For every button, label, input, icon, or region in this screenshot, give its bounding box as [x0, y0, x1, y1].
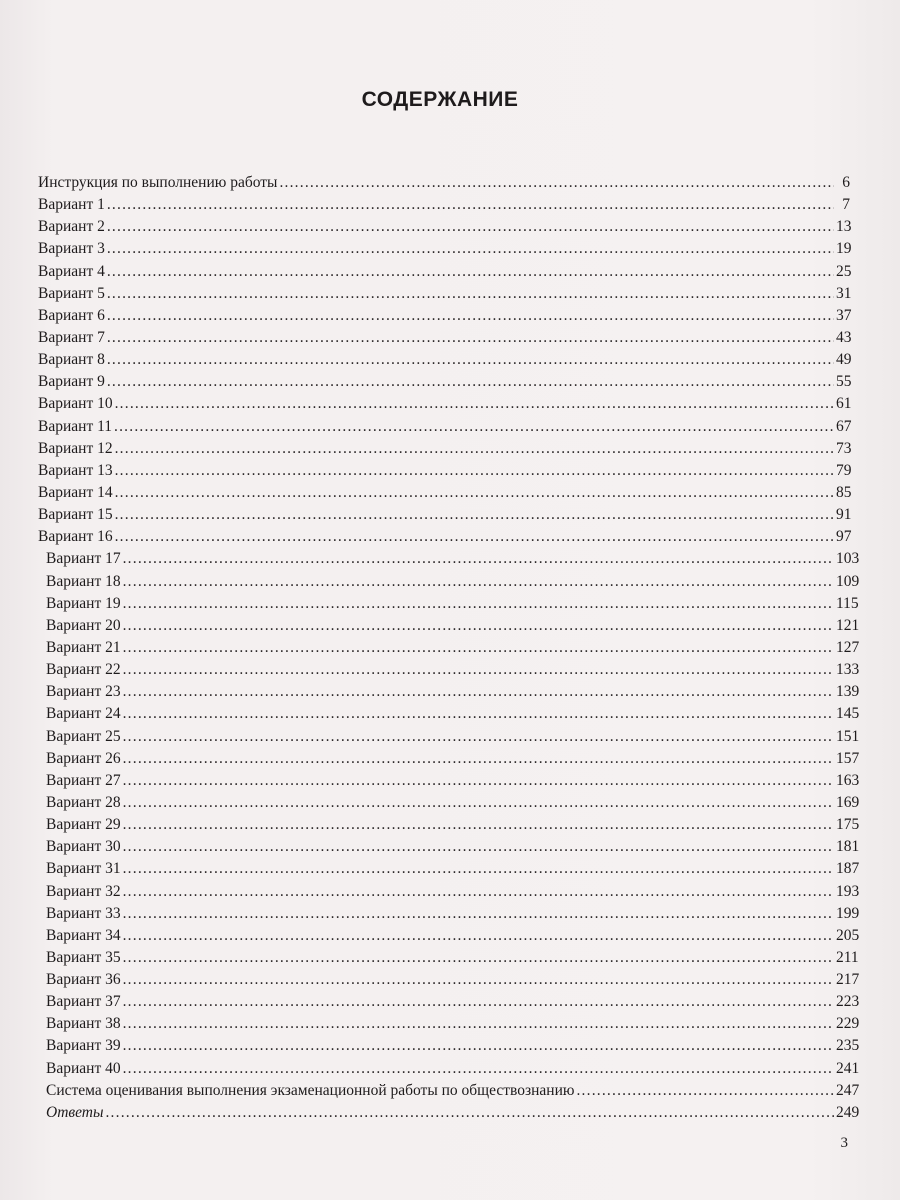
toc-entry — [38, 903, 860, 925]
toc-entry-label: Вариант 30 — [46, 838, 121, 856]
toc-entry-label: Вариант 2 — [38, 218, 105, 236]
toc-entry-page: 249 — [835, 1103, 860, 1121]
toc-entry-label: Вариант 40 — [46, 1059, 121, 1077]
toc-entry-label: Вариант 34 — [46, 926, 121, 944]
toc-dot-leader — [107, 283, 834, 305]
toc-dot-leader — [123, 659, 834, 681]
toc-dot-leader — [115, 460, 834, 482]
toc-dot-leader — [115, 526, 834, 548]
toc-entry-label: Вариант 1 — [38, 196, 105, 214]
toc-dot-leader — [123, 1035, 834, 1057]
toc-dot-leader — [123, 615, 834, 637]
toc-dot-leader — [123, 991, 834, 1013]
toc-entry-label: Вариант 5 — [38, 284, 105, 302]
toc-entry-label: Вариант 26 — [46, 749, 121, 767]
toc-dot-leader — [123, 726, 834, 748]
toc-entry-page: 211 — [836, 948, 859, 966]
toc-entry-label: Вариант 23 — [46, 683, 121, 701]
toc-entry-label: Вариант 16 — [38, 528, 113, 546]
toc-dot-leader — [107, 238, 834, 260]
toc-dot-leader — [123, 836, 834, 858]
toc-entry-page: 151 — [836, 727, 860, 745]
toc-entry — [38, 748, 860, 770]
toc-entry-page: 79 — [836, 461, 852, 479]
toc-entry-label: Вариант 20 — [46, 616, 121, 634]
toc-entry — [38, 726, 860, 748]
toc-dot-leader — [279, 172, 834, 194]
toc-dot-leader — [114, 416, 834, 438]
toc-entry — [38, 681, 860, 703]
toc-entry-page: 229 — [836, 1015, 860, 1033]
toc-entry-label: Вариант 7 — [38, 328, 105, 346]
toc-entry-page: 175 — [836, 816, 860, 834]
toc-dot-leader — [123, 637, 834, 659]
toc-entry — [38, 814, 860, 836]
toc-entry — [38, 1013, 860, 1035]
toc-entry-label: Вариант 19 — [46, 594, 121, 612]
toc-entry-label: Вариант 33 — [46, 904, 121, 922]
toc-entry-label: Вариант 14 — [38, 483, 113, 501]
toc-dot-leader — [107, 305, 834, 327]
toc-dot-leader — [123, 571, 834, 593]
toc-entry-label: Вариант 17 — [46, 550, 121, 568]
toc-entry-page: 55 — [836, 373, 852, 391]
toc-entry — [38, 703, 860, 725]
toc-entry — [38, 615, 860, 637]
toc-entry-label: Вариант 28 — [46, 793, 121, 811]
toc-entry-page: 37 — [836, 306, 852, 324]
toc-dot-leader — [123, 792, 834, 814]
toc-entry-page: 103 — [836, 550, 860, 568]
toc-entry-page: 247 — [836, 1081, 860, 1099]
toc-entry-page: 133 — [836, 661, 860, 679]
toc-dot-leader — [123, 881, 834, 903]
toc-entry-label: Вариант 8 — [38, 351, 105, 369]
toc-entry-page: 157 — [836, 749, 860, 767]
toc-dot-leader — [123, 969, 834, 991]
toc-entry-page: 31 — [836, 284, 852, 302]
toc-entry-label: Вариант 22 — [46, 661, 121, 679]
toc-entry — [38, 548, 860, 570]
toc-entry-page: 187 — [836, 860, 860, 878]
toc-dot-leader — [107, 194, 834, 216]
toc-dot-leader — [105, 1102, 834, 1124]
toc-entry-page: 97 — [836, 528, 852, 546]
toc-entry — [38, 305, 850, 327]
toc-entry-page: 223 — [836, 993, 860, 1011]
toc-entry-page: 109 — [836, 572, 860, 590]
toc-entry — [38, 283, 850, 305]
toc-entry-page: 181 — [836, 838, 860, 856]
toc-entry-label: Вариант 13 — [38, 461, 113, 479]
toc-dot-leader — [123, 770, 834, 792]
toc-entry-label: Вариант 15 — [38, 506, 113, 524]
toc-dot-leader — [107, 216, 834, 238]
toc-entry-page: 61 — [836, 395, 852, 413]
toc-entry — [38, 371, 850, 393]
toc-dot-leader — [123, 748, 834, 770]
toc-entry-label: Вариант 24 — [46, 705, 121, 723]
toc-entry-page: 73 — [836, 439, 852, 457]
toc-entry-label: Система оценивания выполнения экзаменационной работы по обществознанию — [46, 1081, 575, 1099]
toc-entry-label: Вариант 37 — [46, 993, 121, 1011]
toc-entry-label: Вариант 4 — [38, 262, 105, 280]
toc-dot-leader — [123, 593, 834, 615]
toc-entry-label: Вариант 36 — [46, 971, 121, 989]
toc-dot-leader — [123, 925, 834, 947]
toc-entry-label: Ответы — [46, 1103, 104, 1121]
toc-entry — [38, 881, 860, 903]
toc-entry — [38, 947, 859, 969]
toc-entry — [38, 261, 850, 283]
toc-entry — [38, 593, 859, 615]
toc-entry-page: 199 — [836, 904, 860, 922]
toc-entry-page: 193 — [836, 882, 860, 900]
toc-entry-label: Вариант 29 — [46, 816, 121, 834]
toc-entry-page: 6 — [842, 174, 850, 191]
toc-entry-label: Вариант 21 — [46, 638, 121, 656]
toc-entry-page: 7 — [842, 196, 850, 214]
toc-entry-page: 139 — [836, 683, 860, 701]
toc-dot-leader — [576, 1080, 834, 1102]
toc-entry-label: Вариант 31 — [46, 860, 121, 878]
toc-dot-leader — [107, 371, 834, 393]
toc-entry — [38, 571, 860, 593]
toc-dot-leader — [123, 548, 834, 570]
toc-entry — [38, 526, 850, 548]
toc-entry-label: Вариант 11 — [38, 417, 113, 435]
toc-entry-label: Вариант 10 — [38, 395, 113, 413]
toc-dot-leader — [115, 482, 834, 504]
toc-entry — [38, 349, 850, 371]
toc-dot-leader — [123, 814, 834, 836]
toc-entry-label: Вариант 18 — [46, 572, 121, 590]
toc-entry-page: 163 — [836, 771, 860, 789]
toc-entry — [38, 172, 850, 194]
toc-entry — [38, 925, 860, 947]
toc-entry — [38, 1058, 860, 1080]
toc-entry-page: 115 — [836, 594, 859, 612]
toc-dot-leader — [115, 393, 834, 415]
toc-entry-label: Вариант 9 — [38, 373, 105, 391]
toc-entry — [38, 194, 850, 216]
toc-entry-page: 49 — [836, 351, 852, 369]
toc-entry-page: 145 — [836, 705, 860, 723]
toc-entry-label: Вариант 39 — [46, 1037, 121, 1055]
toc-dot-leader — [115, 504, 834, 526]
toc-entry — [38, 1080, 860, 1102]
toc-entry-page: 205 — [836, 926, 860, 944]
toc-entry-page: 13 — [836, 218, 852, 236]
toc-entry — [38, 504, 850, 526]
toc-entry-label: Вариант 32 — [46, 882, 121, 900]
toc-entry — [38, 770, 860, 792]
toc-entry — [38, 438, 850, 460]
page-number: 3 — [840, 1135, 848, 1151]
toc-dot-leader — [107, 349, 834, 371]
toc-dot-leader — [123, 1058, 834, 1080]
toc-entry-label: Вариант 6 — [38, 306, 105, 324]
toc-entry — [38, 460, 850, 482]
toc-dot-leader — [107, 261, 834, 283]
table-of-contents — [38, 172, 860, 1124]
toc-dot-leader — [123, 1013, 834, 1035]
toc-entry-label: Вариант 35 — [46, 948, 121, 966]
toc-entry — [38, 659, 860, 681]
toc-entry-page: 25 — [836, 262, 852, 280]
toc-entry — [38, 238, 850, 260]
page-title: СОДЕРЖАНИЕ — [361, 88, 519, 111]
toc-entry-page: 43 — [836, 328, 852, 346]
toc-entry-page: 241 — [836, 1059, 860, 1077]
toc-entry — [38, 327, 850, 349]
toc-entry-label: Вариант 27 — [46, 771, 121, 789]
toc-entry-page: 169 — [836, 793, 860, 811]
toc-entry — [38, 836, 860, 858]
toc-dot-leader — [123, 703, 834, 725]
toc-entry-page: 217 — [836, 971, 860, 989]
toc-dot-leader — [123, 681, 834, 703]
toc-entry-page: 91 — [836, 506, 852, 524]
toc-entry — [38, 1035, 860, 1057]
toc-entry-label: Инструкция по выполнению работы — [38, 174, 278, 191]
toc-entry — [38, 991, 860, 1013]
toc-entry — [38, 1102, 860, 1124]
toc-entry — [38, 416, 850, 438]
toc-entry-page: 235 — [836, 1037, 860, 1055]
toc-entry-label: Вариант 38 — [46, 1015, 121, 1033]
toc-entry-page: 121 — [836, 616, 860, 634]
toc-entry-page: 19 — [836, 240, 852, 258]
toc-entry-page: 85 — [836, 483, 852, 501]
toc-dot-leader — [123, 858, 834, 880]
toc-entry-page: 127 — [836, 638, 860, 656]
toc-entry — [38, 792, 860, 814]
toc-entry-label: Вариант 25 — [46, 727, 121, 745]
toc-dot-leader — [115, 438, 834, 460]
toc-entry — [38, 858, 860, 880]
toc-entry — [38, 637, 860, 659]
toc-entry-page: 67 — [836, 417, 852, 435]
toc-entry — [38, 216, 850, 238]
toc-dot-leader — [123, 947, 834, 969]
toc-entry-label: Вариант 3 — [38, 240, 105, 258]
toc-entry-label: Вариант 12 — [38, 439, 113, 457]
toc-entry — [38, 969, 860, 991]
toc-dot-leader — [123, 903, 834, 925]
toc-entry — [38, 482, 850, 504]
toc-entry — [38, 393, 850, 415]
toc-dot-leader — [107, 327, 834, 349]
